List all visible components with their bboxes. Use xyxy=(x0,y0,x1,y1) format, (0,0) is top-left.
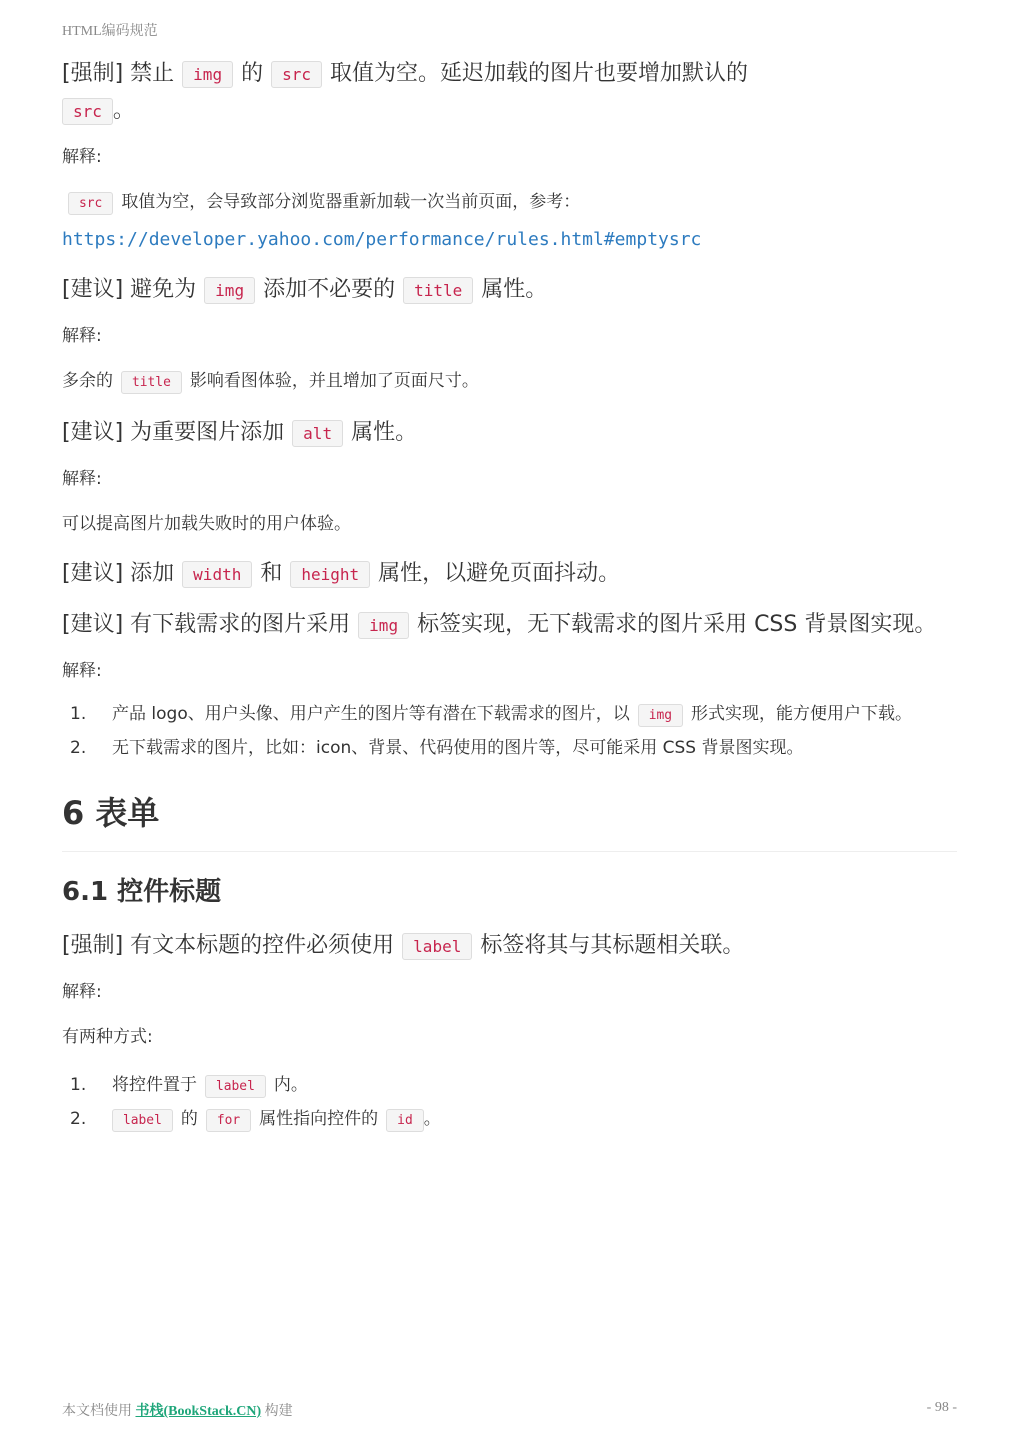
inline-code: label xyxy=(402,933,472,960)
explanation-list xyxy=(62,698,957,765)
body-text: 多余的 xyxy=(62,371,113,391)
rule-text: [建议] 避免为 xyxy=(62,277,197,302)
section-heading: 6 表单 xyxy=(62,785,957,852)
rule-img-alt xyxy=(62,415,957,452)
inline-code: img xyxy=(182,61,233,88)
rule-text: [建议] 为重要图片添加 xyxy=(62,420,285,445)
rule-text: [强制] 有文本标题的控件必须使用 xyxy=(62,933,395,958)
page-number: - 98 - xyxy=(926,1400,957,1415)
explanation-body xyxy=(62,184,957,258)
explanation-body: 可以提高图片加载失败时的用户体验。 xyxy=(62,514,351,534)
list-text: 属性指向控件的 xyxy=(259,1109,379,1129)
inline-code: img xyxy=(638,704,683,727)
list-number: 2. xyxy=(70,1109,87,1129)
explanation-label: 解释: xyxy=(62,469,102,489)
reference-link[interactable]: https://developer.yahoo.com/performance/rules.html#emptysrc xyxy=(62,229,702,250)
rule-text: [强制] 禁止 xyxy=(62,61,175,86)
rule-text: [建议] 有下载需求的图片采用 xyxy=(62,612,351,637)
inline-code: src xyxy=(271,61,322,88)
inline-code: src xyxy=(62,98,113,125)
explanation-body xyxy=(62,363,957,401)
body-text: 影响看图体验，并且增加了页面尺寸。 xyxy=(189,371,479,391)
list-text: 形式实现，能方便用户下载。 xyxy=(691,704,913,724)
inline-code: label xyxy=(112,1109,173,1132)
list-item xyxy=(62,732,957,765)
inline-code: height xyxy=(290,561,370,588)
list-text: 。 xyxy=(423,1109,441,1129)
list-text: 无下载需求的图片，比如：icon、背景、代码使用的图片等，尽可能采用 CSS 背景图实现。 xyxy=(112,738,804,758)
inline-code: src xyxy=(68,192,113,215)
explanation-label: 解释: xyxy=(62,147,102,167)
rule-text: 添加不必要的 xyxy=(263,277,396,302)
bookstack-link[interactable]: 书栈(BookStack.CN) xyxy=(135,1404,262,1419)
list-text: 的 xyxy=(180,1109,198,1129)
inline-code: title xyxy=(121,371,182,394)
rule-text: 和 xyxy=(260,561,283,586)
inline-code: alt xyxy=(292,420,343,447)
rule-text: 标签实现，无下载需求的图片采用 CSS 背景图实现。 xyxy=(417,612,937,637)
page-header: HTML编码规范 xyxy=(62,24,158,39)
list-item xyxy=(62,1103,957,1137)
inline-code: label xyxy=(205,1075,266,1098)
rule-text: 的 xyxy=(241,61,264,86)
rule-text: 。 xyxy=(112,98,135,123)
subsection-heading: 6.1 控件标题 xyxy=(62,877,222,907)
list-item xyxy=(62,698,957,732)
inline-code: img xyxy=(204,277,255,304)
footer-text: 构建 xyxy=(264,1404,293,1419)
rule-img-src-empty xyxy=(62,56,957,130)
inline-code: title xyxy=(403,277,473,304)
explanation-label: 解释: xyxy=(62,326,102,346)
explanation-body: 有两种方式: xyxy=(62,1027,153,1047)
list-text: 将控件置于 xyxy=(112,1075,197,1095)
list-number: 2. xyxy=(70,738,87,758)
rule-img-size xyxy=(62,556,957,593)
explanation-label: 解释: xyxy=(62,661,102,681)
body-text: 取值为空，会导致部分浏览器重新加载一次当前页面，参考： xyxy=(121,192,581,212)
explanation-label: 解释: xyxy=(62,982,102,1002)
list-text: 内。 xyxy=(273,1075,308,1095)
inline-code: img xyxy=(358,612,409,639)
rule-text: 属性。 xyxy=(351,420,418,445)
list-text: 产品 logo、用户头像、用户产生的图片等有潜在下载需求的图片，以 xyxy=(112,704,630,724)
rule-text: 属性，以避免页面抖动。 xyxy=(378,561,621,586)
footer-text: 本文档使用 xyxy=(62,1404,132,1419)
rule-text: 标签将其与其标题相关联。 xyxy=(480,933,745,958)
inline-code: width xyxy=(182,561,252,588)
footer-credit xyxy=(62,1400,293,1420)
rule-label-required xyxy=(62,928,957,965)
list-item xyxy=(62,1069,957,1103)
rule-text: 属性。 xyxy=(481,277,548,302)
list-number: 1. xyxy=(70,1075,87,1095)
inline-code: id xyxy=(386,1109,424,1132)
rule-img-title xyxy=(62,272,957,309)
document-body xyxy=(62,56,957,1151)
list-number: 1. xyxy=(70,704,87,724)
explanation-list xyxy=(62,1069,957,1137)
rule-text: 取值为空。延迟加载的图片也要增加默认的 xyxy=(330,61,749,86)
rule-img-vs-css-bg xyxy=(62,607,957,644)
page-footer xyxy=(62,1400,957,1420)
rule-text: [建议] 添加 xyxy=(62,561,175,586)
inline-code: for xyxy=(206,1109,251,1132)
